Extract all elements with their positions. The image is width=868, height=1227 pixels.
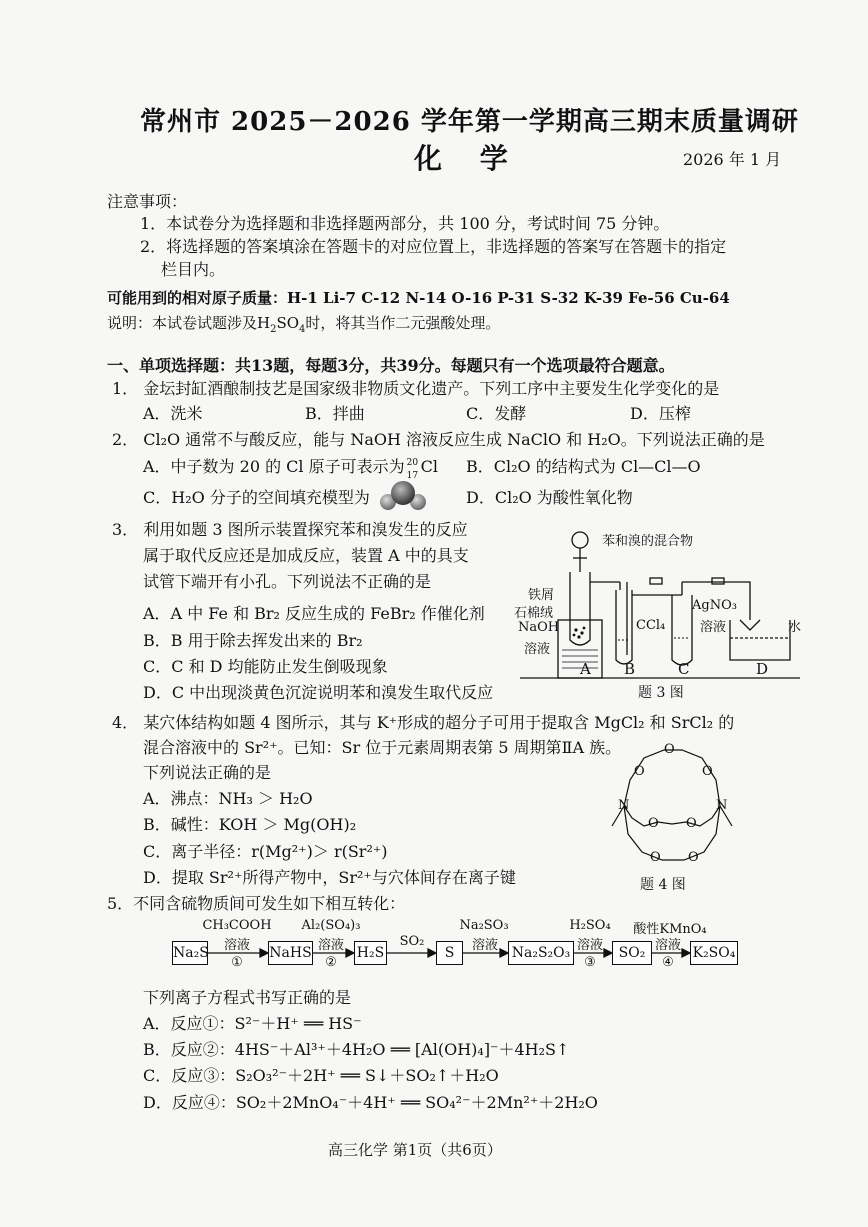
cryptand-o-1: O xyxy=(634,764,645,779)
q4-option-b: B．碱性：KOH ＞ Mg(OH)₂ xyxy=(143,815,357,834)
q1-option-a: A．洗米 xyxy=(143,404,203,423)
cryptand-o-2: O xyxy=(664,742,675,757)
arrow-6-state: 溶液 xyxy=(654,938,681,953)
water-space-filling-model-icon xyxy=(378,478,428,516)
figure-4-caption: 题 4 图 xyxy=(640,877,686,893)
q2-option-a xyxy=(143,457,438,481)
chain-box-so2: SO₂ xyxy=(612,941,652,965)
nuclide-symbol: Cl xyxy=(420,457,438,476)
q3-stem-line3: 试管下端开有小孔。下列说法不正确的是 xyxy=(143,572,432,591)
cryptand-o-5: O xyxy=(686,816,697,831)
sulfur-conversion-chain xyxy=(170,918,740,978)
cryptand-o-6: O xyxy=(650,850,661,865)
q1-option-d: D．压榨 xyxy=(630,404,691,423)
q5-option-b: B．反应②：4HS⁻＋Al³⁺＋4H₂O ══ [Al(OH)₄]⁻＋4H₂S↑ xyxy=(143,1040,570,1059)
cryptand-o-4: O xyxy=(648,816,659,831)
notice-item-1: 1．本试卷分为选择题和非选择题两部分，共 100 分，考试时间 75 分钟。 xyxy=(140,214,670,233)
arrow-6-number: ④ xyxy=(662,955,674,970)
label-apparatus-d: D xyxy=(756,660,769,678)
q2-option-a-text: A．中子数为 20 的 Cl 原子可表示为 xyxy=(143,457,405,476)
chain-box-na2s2o3: Na₂S₂O₃ xyxy=(508,941,574,965)
chain-box-na2s: Na₂S xyxy=(172,941,208,965)
arrow-1-number: ① xyxy=(231,955,243,970)
arrow-4-reagent: Na₂SO₃ xyxy=(459,918,509,933)
q2-option-b: B．Cl₂O 的结构式为 Cl—Cl—O xyxy=(466,457,701,476)
notice-item-2: 2．将选择题的答案填涂在答题卡的对应位置上，非选择题的答案写在答题卡的指定 xyxy=(140,237,727,256)
arrow-5-state: 溶液 xyxy=(576,938,603,953)
cryptand-o-7: O xyxy=(688,850,699,865)
figure-3-caption: 题 3 图 xyxy=(638,685,684,701)
nuclide-atomic-number: 17 xyxy=(406,471,419,481)
q3-apparatus-figure xyxy=(500,520,810,700)
arrow-1-reagent: CH₃COOH xyxy=(202,918,272,933)
label-apparatus-c: C xyxy=(678,660,690,678)
q5-stem: 5．不同含硫物质间可发生如下相互转化： xyxy=(107,894,406,913)
label-agno3: AgNO₃ xyxy=(692,598,737,613)
chain-box-k2so4: K₂SO₄ xyxy=(690,941,738,965)
q1-stem: 1． 金坛封缸酒酿制技艺是国家级非物质文化遗产。下列工序中主要发生化学变化的是 xyxy=(112,379,720,398)
q5-option-c: C．反应③：S₂O₃²⁻＋2H⁺ ══ S↓＋SO₂↑＋H₂O xyxy=(143,1066,499,1085)
subject-title: 化 学 xyxy=(414,142,522,175)
arrow-2-state: 溶液 xyxy=(317,938,344,953)
q2-option-d: D．Cl₂O 为酸性氧化物 xyxy=(466,488,633,507)
explanation-prefix: 说明：本试卷试题涉及H xyxy=(107,314,271,332)
q4-option-a: A．沸点：NH₃ ＞ H₂O xyxy=(143,789,313,808)
notice-item-2-cont: 栏目内。 xyxy=(161,260,226,279)
q4-stem-line1: 4． 某穴体结构如题 4 图所示，其与 K⁺形成的超分子可用于提取含 MgCl₂ 和 SrCl₂ 的 xyxy=(112,713,735,732)
section-heading: 一、单项选择题：共13题，每题3分，共39分。每题只有一个选项最符合题意。 xyxy=(107,356,675,375)
atomic-masses: 可能用到的相对原子质量：H-1 Li-7 C-12 N-14 O-16 P-31 S-32 K-39 Fe-56 Cu-64 xyxy=(107,289,730,307)
q1-option-b: B．拌曲 xyxy=(305,404,365,423)
explanation: 说明：本试卷试题涉及$H_2SO_4$时，将其当作二元强酸处理。 xyxy=(107,314,501,335)
q3-option-a: A．A 中 Fe 和 Br₂ 反应生成的 FeBr₂ 作催化剂 xyxy=(143,604,485,623)
exam-date: 2026 年 1 月 xyxy=(683,150,782,169)
q3-stem-line2: 属于取代反应还是加成反应，装置 A 中的具支 xyxy=(143,546,469,565)
page-footer: 高三化学 第1页（共6页） xyxy=(328,1141,502,1159)
q4-option-d: D．提取 Sr²⁺所得产物中，Sr²⁺与穴体间存在离子键 xyxy=(143,868,516,887)
q5-ask: 下列离子方程式书写正确的是 xyxy=(143,988,352,1007)
q3-stem-line1: 3． 利用如题 3 图所示装置探究苯和溴发生的反应 xyxy=(112,520,468,539)
q2-option-c: C．H₂O 分子的空间填充模型为 xyxy=(143,488,370,507)
q3-option-b: B．B 用于除去挥发出来的 Br₂ xyxy=(143,631,363,650)
arrow-5-reagent: H₂SO₄ xyxy=(569,918,611,933)
chain-box-nahs: NaHS xyxy=(268,941,313,965)
chain-box-h2s: H₂S xyxy=(354,941,387,965)
label-apparatus-a: A xyxy=(580,660,591,678)
label-benzene-bromine-mixture: 苯和溴的混合物 xyxy=(602,534,694,549)
label-naoh: NaOH xyxy=(518,620,560,635)
cryptand-n-right: N xyxy=(716,798,728,813)
q4-cryptand-figure xyxy=(598,736,748,892)
q2-stem: 2． Cl₂O 通常不与酸反应，能与 NaOH 溶液反应生成 NaClO 和 H₂O。下列说法正确的是 xyxy=(112,430,765,449)
chain-box-s: S xyxy=(436,941,463,965)
q1-option-c: C．发酵 xyxy=(466,404,527,423)
q3-option-c: C．C 和 D 均能防止发生倒吸现象 xyxy=(143,657,388,676)
arrow-2-reagent: Al₂(SO₄)₃ xyxy=(301,918,361,933)
cryptand-o-3: O xyxy=(702,764,713,779)
arrow-1-state: 溶液 xyxy=(223,938,250,953)
notice-heading: 注意事项： xyxy=(107,192,188,211)
exam-title: 常州市 2025－2026 学年第一学期高三期末质量调研 xyxy=(140,107,799,137)
q4-stem-line2: 混合溶液中的 Sr²⁺。已知：Sr 位于元素周期表第 5 周期第ⅡA 族。 xyxy=(143,738,622,757)
arrow-3-reagent: SO₂ xyxy=(399,934,425,949)
label-agno3-solution: 溶液 xyxy=(700,620,727,635)
q3-option-d: D．C 中出现淡黄色沉淀说明苯和溴发生取代反应 xyxy=(143,683,494,702)
q5-option-d: D．反应④：SO₂＋2MnO₄⁻＋4H⁺ ══ SO₄²⁻＋2Mn²⁺＋2H₂O xyxy=(143,1093,598,1112)
q4-stem-line3: 下列说法正确的是 xyxy=(143,763,272,782)
arrow-4-state: 溶液 xyxy=(471,938,498,953)
arrow-5-number: ③ xyxy=(584,955,596,970)
nuclide-mass-number: 20 xyxy=(406,458,419,468)
label-water: 水 xyxy=(788,620,802,635)
q4-option-c: C．离子半径：r(Mg²⁺)＞ r(Sr²⁺) xyxy=(143,842,388,861)
cryptand-n-left: N xyxy=(618,798,630,813)
explanation-suffix: 时，将其当作二元强酸处理。 xyxy=(305,314,501,332)
q5-option-a: A．反应①：S²⁻＋H⁺ ══ HS⁻ xyxy=(143,1014,362,1033)
label-iron-filings: 铁屑 xyxy=(528,588,555,603)
label-ccl4: CCl₄ xyxy=(636,618,666,633)
label-asbestos: 石棉绒 xyxy=(514,606,554,621)
arrow-6-reagent: 酸性KMnO₄ xyxy=(633,922,707,937)
label-apparatus-b: B xyxy=(624,660,636,678)
label-naoh-solution: 溶液 xyxy=(524,642,551,657)
arrow-2-number: ② xyxy=(325,955,337,970)
